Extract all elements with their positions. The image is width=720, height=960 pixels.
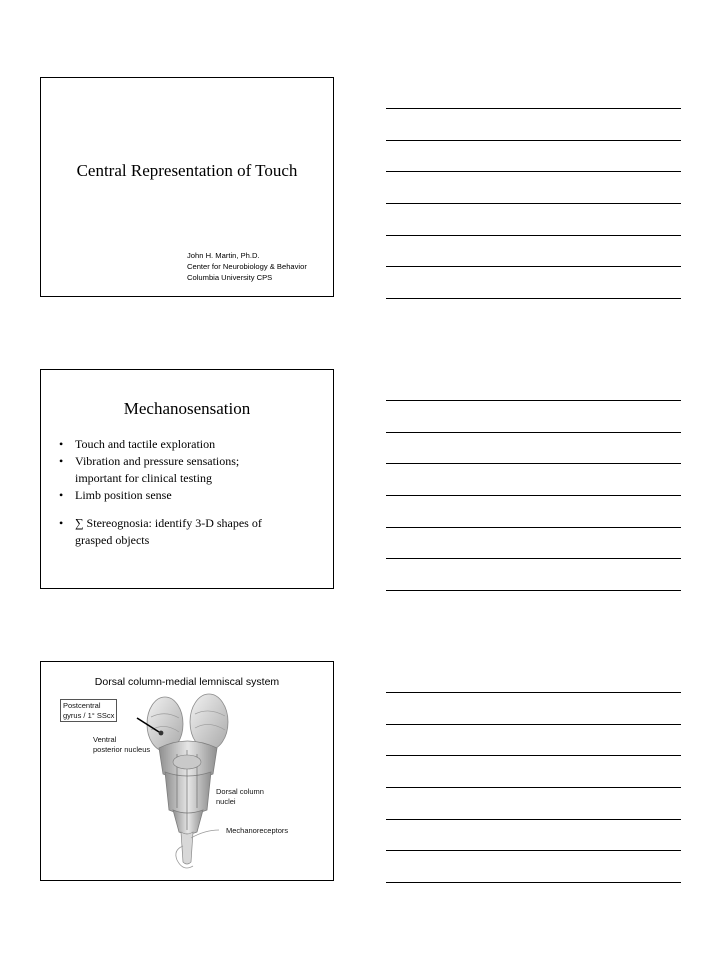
label-line: gyrus / 1° SScx [63,710,115,720]
notes-line [386,432,681,433]
bullet-text: • Vibration and pressure sensations; [75,454,240,468]
brainstem [159,741,217,834]
label-line: Postcentral [63,701,101,710]
notes-line [386,558,681,559]
notes-line [386,266,681,267]
notes-line [386,203,681,204]
bullet-list [59,436,319,549]
notes-line [386,108,681,109]
notes-line [386,298,681,299]
author-institution: Columbia University CPS [187,273,273,282]
slide-3 [40,661,334,881]
notes-line [386,850,681,851]
label-mechanoreceptors [226,826,288,836]
bullet-item [59,436,319,453]
slide-3-title: Dorsal column-medial lemniscal system [94,676,280,688]
label-dorsal-column-nuclei [216,787,264,806]
label-line: Mechanoreceptors [226,826,289,835]
label-line: nuclei [216,796,236,806]
label-line: Ventral [93,735,117,744]
notes-line [386,819,681,820]
notes-line [386,140,681,141]
label-postcentral-gyrus [60,699,117,722]
bullet-item [59,453,319,487]
notes-line [386,400,681,401]
slide-1 [40,77,334,297]
bullet-item [59,487,319,504]
notes-line [386,787,681,788]
bullet-text-continued: important for clinical testing [75,471,212,485]
author-affiliation: Center for Neurobiology & Behavior [187,262,307,271]
notes-line [386,171,681,172]
author-block [187,250,307,283]
bullet-item [59,515,319,549]
notes-line [386,882,681,883]
label-ventral-posterior-nucleus [93,735,150,754]
brain-illustration [41,662,333,880]
notes-line [386,235,681,236]
author-name: John H. Martin, Ph.D. [187,251,260,260]
label-line: posterior nucleus [93,744,151,754]
notes-line [386,463,681,464]
notes-line [386,495,681,496]
notes-line [386,527,681,528]
notes-line [386,724,681,725]
bullet-text-continued: grasped objects [75,533,150,547]
notes-line [386,755,681,756]
slide-2 [40,369,334,589]
bullet-text: • Touch and tactile exploration [75,437,216,451]
notes-line [386,692,681,693]
notes-line [386,590,681,591]
slide-2-title: Mechanosensation [123,399,251,418]
slide-1-title: Central Representation of Touch [76,161,298,180]
label-line: Dorsal column [216,787,264,796]
bullet-text: • Limb position sense [75,488,172,502]
bullet-text: • ∑ Stereognosia: identify 3-D shapes of [75,516,262,530]
spinal-cord [176,830,219,868]
